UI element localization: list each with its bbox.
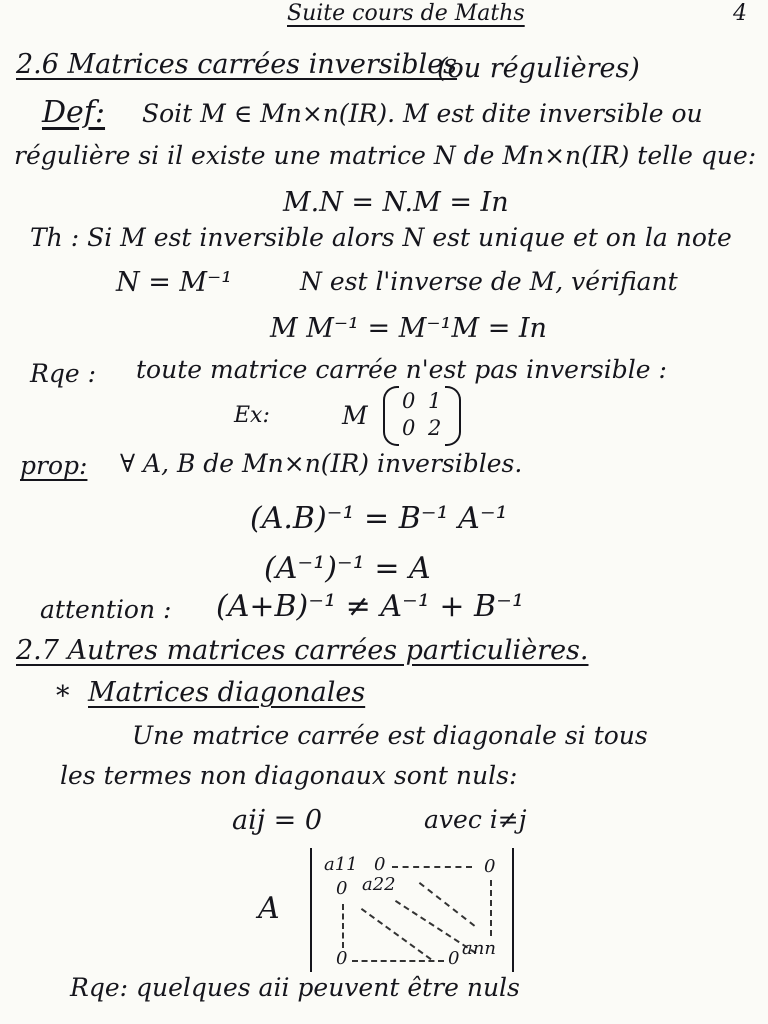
prop-text: ∀ A, B de Mn×n(IR) inversibles. <box>120 449 523 478</box>
diagonal-text-1: Une matrice carrée est diagonale si tous <box>132 721 648 750</box>
page-number: 4 <box>733 1 747 26</box>
def-label: Def: <box>42 95 106 130</box>
prop-formula-1: (A.B)⁻¹ = B⁻¹ A⁻¹ <box>250 501 508 536</box>
dashed-line <box>392 866 472 868</box>
diagonal-matrix <box>300 848 522 974</box>
formula-inverse: M M⁻¹ = M⁻¹M = In <box>270 313 547 344</box>
left-bracket <box>310 848 312 972</box>
section-2-6-title-suffix: (ou régulières) <box>437 53 640 84</box>
formula-mn-nm: M.N = N.M = In <box>283 187 509 218</box>
matrix-entry-ann: ann <box>462 938 496 959</box>
matrix-zero: 0 <box>448 948 460 969</box>
diagonal-formula: aij = 0 <box>232 805 323 836</box>
section-2-7-title: 2.7 Autres matrices carrées particulières. <box>16 635 589 666</box>
attention-label: attention : <box>40 595 172 624</box>
matrix-cell: 0 <box>402 416 416 440</box>
section-2-6-title: 2.6 Matrices carrées inversibles <box>16 49 458 80</box>
dashed-line <box>342 904 344 948</box>
dashed-line <box>352 960 444 962</box>
matrix-cell: 1 <box>428 389 442 413</box>
rqe-text: toute matrice carrée n'est pas inversible : <box>136 355 667 384</box>
matrix-entry-a22: a22 <box>362 874 396 895</box>
example-label: Ex: <box>234 403 270 428</box>
right-bracket <box>512 848 514 972</box>
diagonal-condition: avec i≠j <box>424 805 527 834</box>
header-title: Suite cours de Maths <box>287 1 525 26</box>
right-paren <box>445 386 461 446</box>
theorem-line-1: Th : Si M est inversible alors N est unique et on la note <box>30 223 732 252</box>
def-line-1: Soit M ∈ Mn×n(IR). M est dite inversible ou <box>142 99 703 128</box>
matrix-zero: 0 <box>484 856 496 877</box>
rqe-label: Rqe : <box>30 359 96 388</box>
bullet: * <box>56 681 70 712</box>
theorem-line-2: N est l'inverse de M, vérifiant <box>300 267 678 296</box>
matrix-entry-a11: a11 <box>324 854 358 875</box>
dashed-line <box>490 880 492 936</box>
matrix-zero: 0 <box>336 878 348 899</box>
prop-formula-2: (A⁻¹)⁻¹ = A <box>264 551 431 586</box>
matrix-cell: 2 <box>428 416 442 440</box>
left-paren <box>383 386 399 446</box>
matrix-zero: 0 <box>336 948 348 969</box>
prop-label: prop: <box>20 451 88 480</box>
subtitle-diagonal: Matrices diagonales <box>88 677 366 708</box>
matrix-cell: 0 <box>402 389 416 413</box>
example-matrix-name: M <box>342 401 368 430</box>
theorem-formula: N = M⁻¹ <box>116 267 233 298</box>
diagonal-matrix-name: A <box>258 891 280 926</box>
example-matrix <box>383 386 461 444</box>
attention-formula: (A+B)⁻¹ ≠ A⁻¹ + B⁻¹ <box>216 589 524 624</box>
diagonal-rqe: Rqe: quelques aii peuvent être nuls <box>70 973 520 1002</box>
diagonal-text-2: les termes non diagonaux sont nuls: <box>60 761 518 790</box>
matrix-zero: 0 <box>374 854 386 875</box>
def-line-2: régulière si il existe une matrice N de Mn×n(IR) telle que: <box>14 141 757 170</box>
